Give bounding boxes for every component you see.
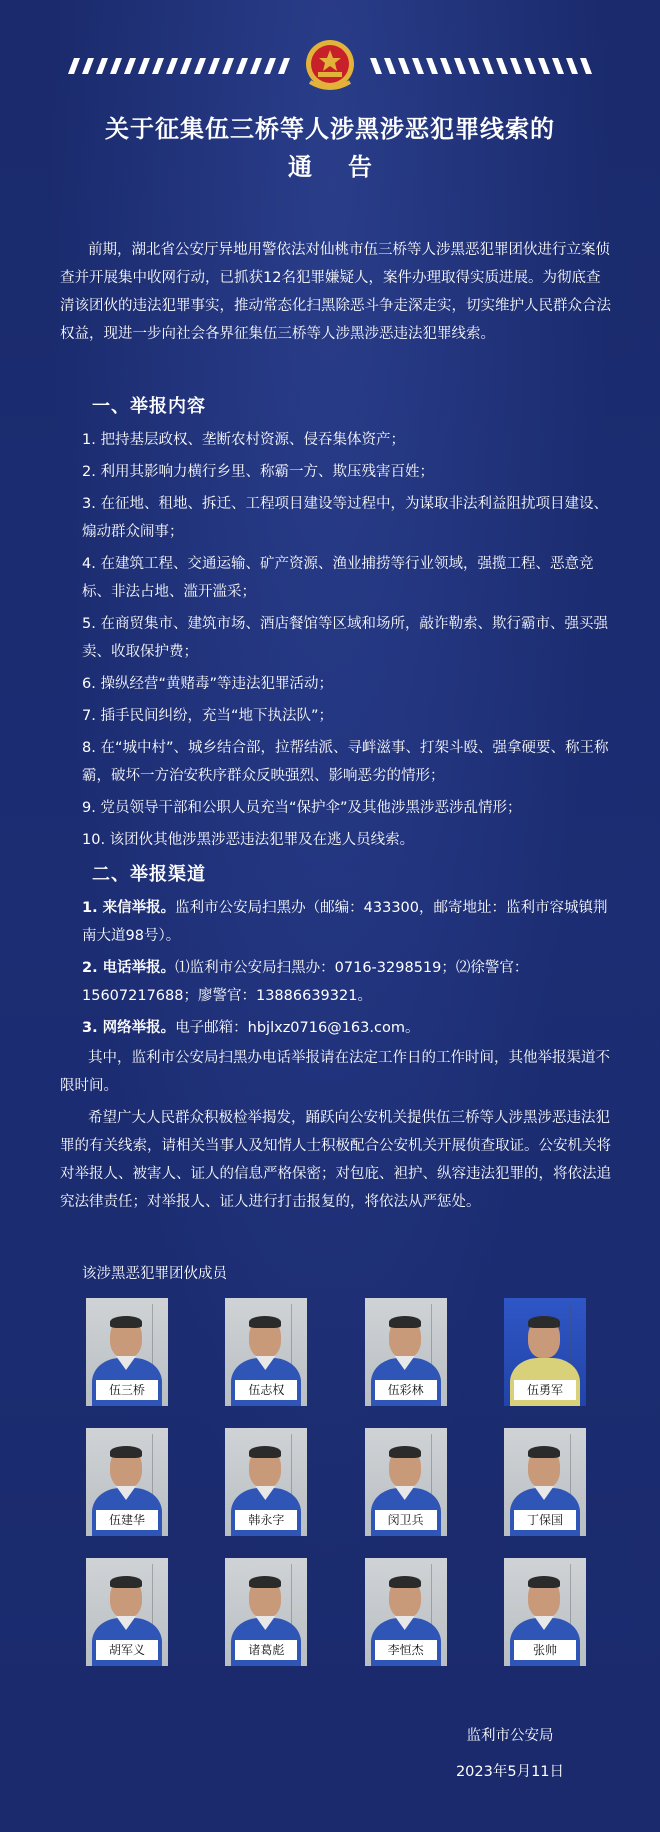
section-heading-report-content: 一、举报内容 — [92, 396, 206, 417]
list-item: 6. 操纵经营“黄赌毒”等违法犯罪活动； — [82, 676, 333, 692]
channel-text: 监利市公安局扫黑办（邮编：433300，邮寄地址：监利市容城镇荆南大道98号）。 — [82, 900, 608, 944]
channel-mail — [82, 894, 614, 950]
channel-label: 1. 来信举报。 — [82, 900, 176, 916]
member-row — [86, 1428, 586, 1536]
section-heading-report-channels: 二、举报渠道 — [92, 864, 206, 885]
channel-text: ⑴监利市公安局扫黑办：0716-3298519；⑵徐警官：15607217688；廖警官：13886639321。 — [82, 960, 529, 1004]
member-photo — [86, 1298, 168, 1406]
member-name-tag: 伍勇军 — [514, 1380, 576, 1400]
list-item: 1. 把持基层政权、垄断农村资源、侵吞集体资产； — [82, 432, 405, 448]
channel-text: 电子邮箱：hbjlxz0716@163.com。 — [175, 1020, 420, 1036]
member-photo — [225, 1428, 307, 1536]
member-row — [86, 1298, 586, 1406]
member-photo — [504, 1428, 586, 1536]
list-item: 5. 在商贸集市、建筑市场、酒店餐馆等区域和场所，敲诈勒索、欺行霸市、强买强卖、收取保护费； — [82, 616, 608, 660]
right-wing-stripes — [362, 58, 592, 74]
channel-phone — [82, 954, 614, 1010]
member-name-tag: 李恒杰 — [375, 1640, 437, 1660]
member-photo — [365, 1558, 447, 1666]
members-title: 该涉黑恶犯罪团伙成员 — [82, 1266, 227, 1282]
title-line-2: 通告 — [288, 153, 408, 181]
appeal-paragraph: 希望广大人民群众积极检举揭发，踊跃向公安机关提供伍三桥等人涉黑涉恶违法犯罪的有关线索，请相关当事人及知情人士积极配合公安机关开展侦查取证。公安机关将对举报人、被害人、证人的信息严格保密；对包庇、袒护、纵容违法犯罪的，将依法追究法律责任；对举报人、证人进行打击报复的，将依法从严惩处。 — [60, 1110, 611, 1210]
police-emblem-icon — [300, 36, 360, 96]
member-photo — [225, 1298, 307, 1406]
member-photo — [504, 1298, 586, 1406]
list-item: 7. 插手民间纠纷，充当“地下执法队”； — [82, 708, 333, 724]
member-name-tag: 丁保国 — [514, 1510, 576, 1530]
list-item: 4. 在建筑工程、交通运输、矿产资源、渔业捕捞等行业领域，强揽工程、恶意竞标、非法占地、滥开滥采； — [82, 556, 594, 600]
member-photo — [86, 1428, 168, 1536]
signature-date: 2023年5月11日 — [455, 1764, 565, 1780]
member-name-tag: 伍建华 — [96, 1510, 158, 1530]
member-name-tag: 闵卫兵 — [375, 1510, 437, 1530]
title-line-1: 关于征集伍三桥等人涉黑涉恶犯罪线索的 — [105, 115, 555, 143]
channel-email — [82, 1014, 614, 1042]
member-name-tag: 胡军义 — [96, 1640, 158, 1660]
channel-label: 2. 电话举报。 — [82, 960, 176, 976]
member-name-tag: 诸葛彪 — [235, 1640, 297, 1660]
member-photo — [225, 1558, 307, 1666]
intro-paragraph: 前期，湖北省公安厅异地用警依法对仙桃市伍三桥等人涉黑恶犯罪团伙进行立案侦查并开展集中收网行动，已抓获12名犯罪嫌疑人，案件办理取得实质进展。为彻底查清该团伙的违法犯罪事实，推动常态化扫黑除恶斗争走深走实，切实维护人民群众合法权益，现进一步向社会各界征集伍三桥等人涉黑涉恶违法犯罪线索。 — [60, 242, 611, 342]
list-item: 3. 在征地、租地、拆迁、工程项目建设等过程中，为谋取非法利益阻扰项目建设、煽动群众闹事； — [82, 496, 608, 540]
member-photo — [365, 1428, 447, 1536]
member-name-tag: 伍彩林 — [375, 1380, 437, 1400]
list-item: 2. 利用其影响力横行乡里、称霸一方、欺压残害百姓； — [82, 464, 434, 480]
left-wing-stripes — [68, 58, 298, 74]
member-row — [86, 1558, 586, 1666]
member-photo — [365, 1298, 447, 1406]
list-item: 10. 该团伙其他涉黑涉恶违法犯罪及在逃人员线索。 — [82, 832, 415, 848]
report-content-list — [82, 426, 614, 858]
member-photo-grid — [86, 1298, 586, 1688]
note-paragraph: 其中，监利市公安局扫黑办电话举报请在法定工作日的工作时间，其他举报渠道不限时间。 — [60, 1050, 610, 1094]
channel-label: 3. 网络举报。 — [82, 1020, 176, 1036]
member-name-tag: 伍志权 — [235, 1380, 297, 1400]
member-photo — [86, 1558, 168, 1666]
member-photo — [504, 1558, 586, 1666]
member-name-tag: 伍三桥 — [96, 1380, 158, 1400]
list-item: 9. 党员领导干部和公职人员充当“保护伞”及其他涉黑涉恶涉乱情形； — [82, 800, 522, 816]
member-name-tag: 张帅 — [514, 1640, 576, 1660]
page-title — [0, 110, 660, 186]
member-name-tag: 韩永字 — [235, 1510, 297, 1530]
header-decoration — [0, 36, 660, 96]
report-channels-list — [82, 894, 614, 1046]
signature-org: 监利市公安局 — [466, 1728, 554, 1744]
list-item: 8. 在“城中村”、城乡结合部，拉帮结派、寻衅滋事、打架斗殴、强拿硬要、称王称霸，破坏一方治安秩序群众反映强烈、影响恶劣的情形； — [82, 740, 609, 784]
